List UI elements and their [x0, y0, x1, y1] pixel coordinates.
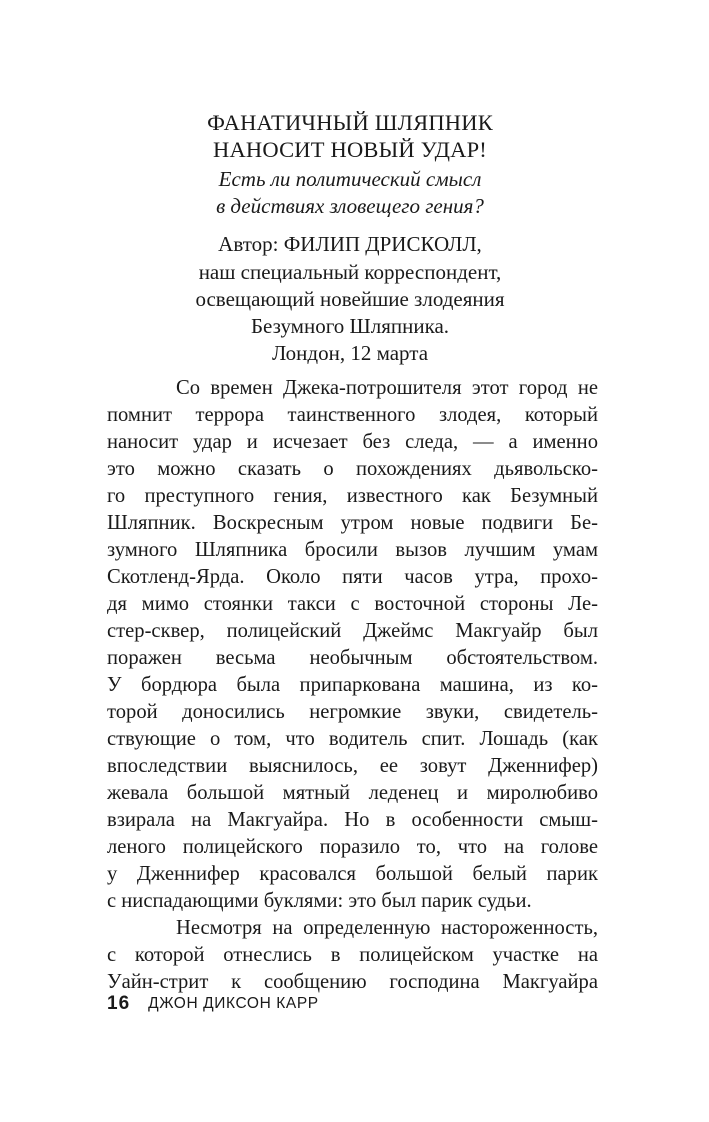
body-text-line: У бордюра была припаркована машина, из ко-	[107, 674, 598, 696]
body-text-line: наносит удар и исчезает без следа, — а именно	[107, 431, 598, 453]
body-text-line: это можно сказать о похождениях дьявольско-	[107, 458, 598, 480]
body-text-line: у Дженнифер красовался большой белый парик	[107, 863, 598, 885]
body-text-line: с которой отнеслись в полицейском участке на	[107, 944, 598, 966]
article-headline-line-2: НАНОСИТ НОВЫЙ УДАР!	[213, 137, 487, 162]
article-headline-line-1: ФАНАТИЧНЫЙ ШЛЯПНИК	[207, 110, 493, 135]
body-text-line: помнит террора таинственного злодея, который	[107, 404, 598, 426]
article-subheadline-line-2: в действиях зловещего гения?	[216, 194, 484, 218]
body-text-line: Скотленд-Ярда. Около пяти часов утра, прохо-	[107, 566, 598, 588]
body-text-line: с ниспадающими буклями: это был парик судьи.	[107, 890, 532, 912]
page-number: 16	[107, 993, 131, 1014]
footer-author-name: ДЖОН ДИКСОН КАРР	[148, 995, 319, 1012]
body-text-line: зумного Шляпника бросили вызов лучшим умам	[107, 539, 598, 561]
body-text-line: Шляпник. Воскресным утром новые подвиги Бе-	[107, 512, 598, 534]
byline-beat-line-1: освещающий новейшие злодеяния	[195, 287, 505, 311]
byline-dateline: Лондон, 12 марта	[271, 341, 429, 365]
byline-role: наш специальный корреспондент,	[198, 260, 502, 284]
body-text-line: Со времен Джека-потрошителя этот город не	[176, 377, 598, 399]
byline-author: Автор: ФИЛИП ДРИСКОЛЛ,	[218, 232, 482, 256]
body-text-line: жевала большой мятный леденец и миролюбиво	[107, 782, 598, 804]
body-text-line: ствующие о том, что водитель спит. Лошадь (как	[107, 728, 598, 750]
article-subheadline-line-1: Есть ли политический смысл	[218, 167, 482, 191]
body-text-line: леного полицейского поразило то, что на голове	[107, 836, 598, 858]
body-text-line: стер-сквер, полицейский Джеймс Макгуайр был	[107, 620, 598, 642]
body-text-line: взирала на Макгуайра. Но в особенности смыш-	[107, 809, 598, 831]
body-text-line: поражен весьма необычным обстоятельством.	[107, 647, 598, 669]
body-text-line: дя мимо стоянки такси с восточной стороны Ле-	[107, 593, 598, 615]
running-footer	[107, 992, 319, 1016]
body-text-line: впоследствии выяснилось, ее зовут Дженнифер)	[107, 755, 598, 777]
body-text-line: Несмотря на определенную настороженность,	[176, 917, 598, 939]
body-text-line: Уайн-стрит к сообщению господина Макгуайра	[107, 971, 598, 993]
body-text-line: торой доносились негромкие звуки, свидетель-	[107, 701, 598, 723]
body-text-line: го преступного гения, известного как Безумный	[107, 485, 598, 507]
byline-beat-line-2: Безумного Шляпника.	[250, 314, 450, 338]
